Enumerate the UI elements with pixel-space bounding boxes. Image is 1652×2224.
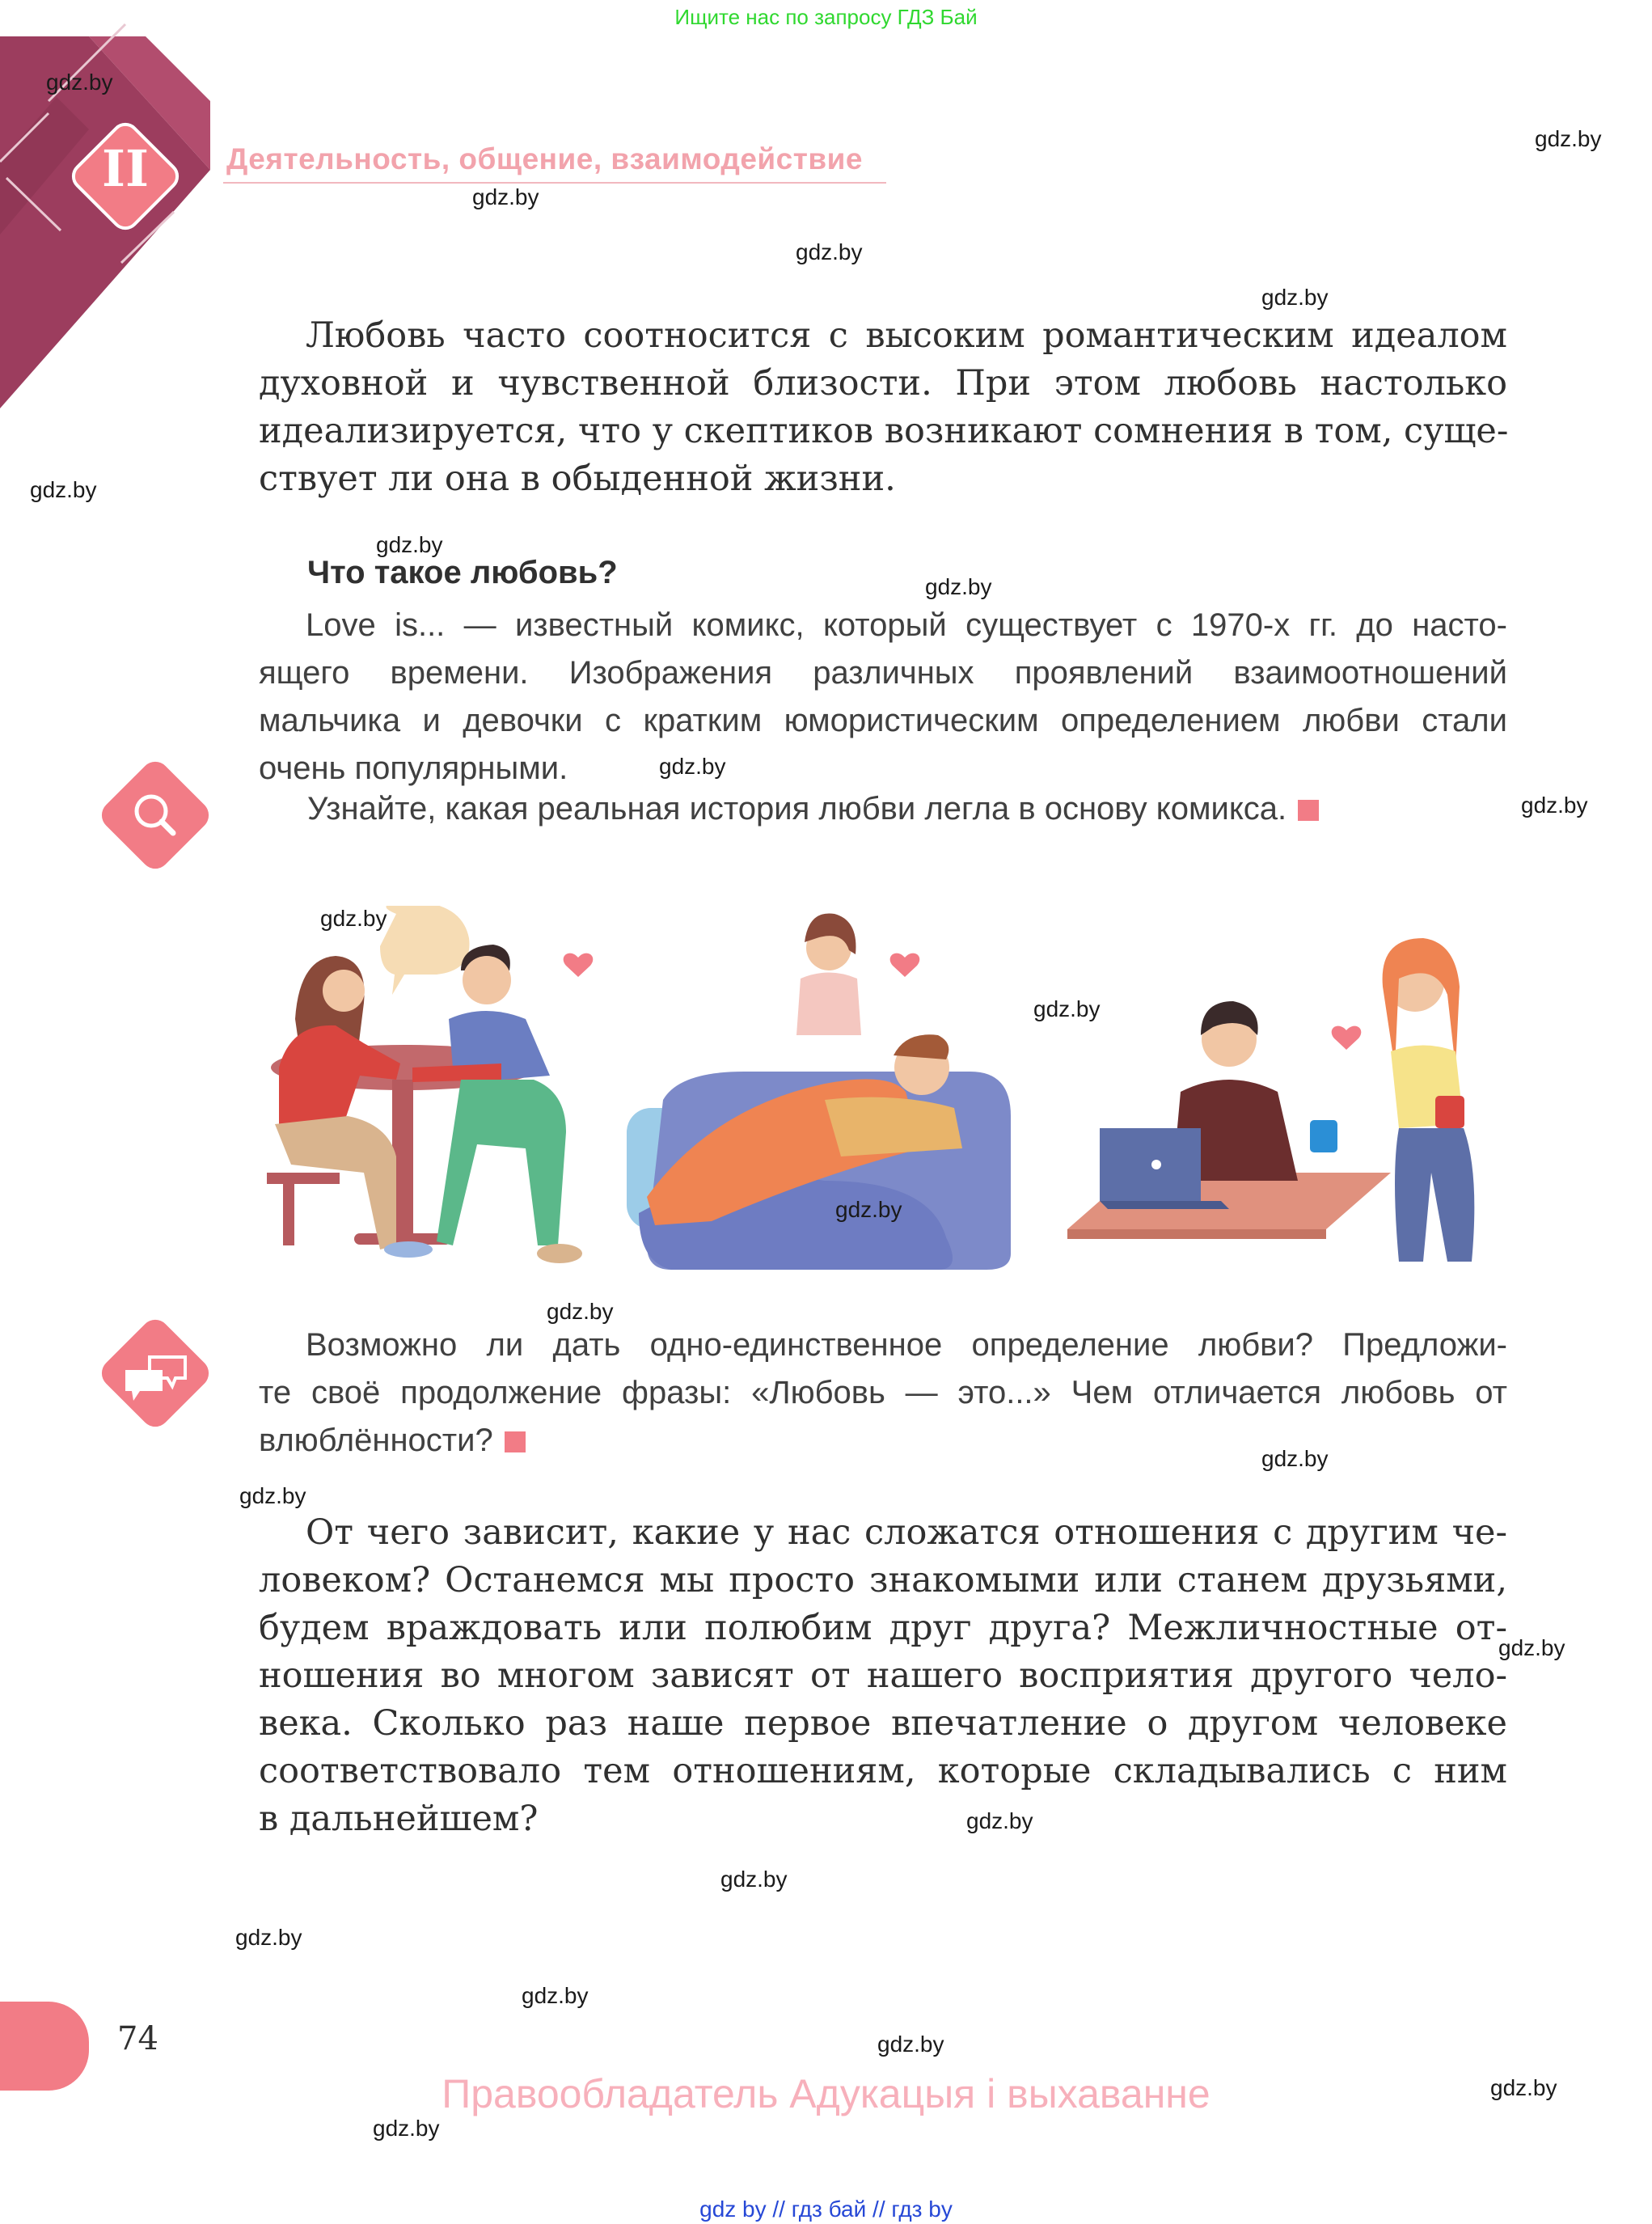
watermark: gdz.by (1521, 793, 1588, 818)
discussion-paragraph (259, 1321, 1507, 1465)
watermark: gdz.by (235, 1925, 302, 1950)
watermark: gdz.by (320, 906, 387, 931)
body-line: очень популярными. (259, 750, 568, 786)
intro-paragraph (259, 312, 1507, 503)
copyright-footer: Правообладатель Адукацыя і выхаванне (442, 2071, 1210, 2116)
watermark: gdz.by (46, 70, 113, 95)
watermark: gdz.by (877, 2032, 944, 2057)
chapter-number: II (101, 139, 149, 198)
end-marker (1298, 800, 1319, 821)
watermark: gdz.by (659, 754, 726, 779)
watermark: gdz.by (239, 1483, 306, 1508)
watermark: gdz.by (547, 1299, 614, 1324)
closing-line: в дальнейшем? (259, 1799, 539, 1839)
section-body (259, 602, 1507, 793)
intro-line: идеализируется, что у скептиков возникают сомнения в том, суще- (259, 411, 1509, 451)
closing-line: От чего зависит, какие у нас сложатся отношения с другим че- (306, 1512, 1507, 1553)
watermark: gdz.by (966, 1808, 1033, 1833)
watermark: gdz.by (835, 1197, 902, 1222)
watermark: gdz.by (1535, 126, 1602, 151)
coffee-and-laptop-illustration (1067, 938, 1474, 1262)
closing-line: ношения во многом зависят от нашего восприятия другого чело- (259, 1655, 1507, 1696)
discussion-last-text: влюблённости? (259, 1423, 493, 1458)
watermark: gdz.by (1498, 1635, 1565, 1660)
search-task-text: Узнайте, какая реальная история любви легла в основу комикса. (307, 791, 1287, 827)
chapter-title: Деятельность, общение, взаимодействие (226, 142, 863, 175)
couple-on-sofa-illustration (627, 913, 1011, 1270)
closing-line: века. Сколько раз наше первое впечатление о другом человеке (259, 1703, 1507, 1744)
watermark: gdz.by (1033, 996, 1101, 1021)
magnifier-icon (121, 781, 189, 849)
body-line: мальчика и девочки с кратким юмористическим определением любви стали (259, 703, 1507, 738)
watermark: gdz.by (1261, 1446, 1329, 1471)
body-line: Love is... — известный комикс, который существует с 1970-х гг. до насто- (306, 607, 1507, 643)
bottom-links[interactable]: gdz by // гдз бай // гдз by (699, 2197, 953, 2222)
watermark: gdz.by (796, 239, 863, 264)
end-marker (505, 1431, 526, 1452)
intro-line: ствует ли она в обыденной жизни. (259, 459, 896, 499)
search-task (307, 791, 1319, 827)
watermark: gdz.by (30, 477, 97, 502)
watermark: gdz.by (376, 532, 443, 557)
section-heading: Что такое любовь? (307, 555, 618, 590)
closing-line: соответствовало тем отношениям, которые складывались с ним (259, 1751, 1507, 1791)
page-number: 74 (117, 2020, 158, 2057)
watermark: gdz.by (522, 1983, 589, 2008)
watermark: gdz.by (472, 184, 539, 209)
couple-at-table-illustration (267, 906, 593, 1263)
closing-line: будем враждовать или полюбим друг друга? Межличностные от- (259, 1608, 1507, 1648)
intro-line: Любовь часто соотносится с высоким романтическим идеалом (306, 315, 1507, 356)
discussion-line: Возможно ли дать одно-единственное определение любви? Предложи- (306, 1327, 1507, 1363)
watermark: gdz.by (1490, 2075, 1557, 2100)
body-line: ящего времени. Изображения различных проявлений взаимоотношений (259, 655, 1507, 691)
top-banner[interactable]: Ищите нас по запросу ГДЗ Бай (674, 5, 978, 29)
watermark: gdz.by (1261, 285, 1329, 310)
intro-line: духовной и чувственной близости. При этом любовь настолько (259, 363, 1507, 404)
chapter-title-underline (223, 182, 886, 184)
watermark: gdz.by (373, 2116, 440, 2141)
closing-line: ловеком? Останемся мы просто знакомыми или станем друзьями, (259, 1560, 1507, 1600)
closing-paragraph (259, 1509, 1507, 1843)
watermark: gdz.by (925, 574, 992, 599)
watermark: gdz.by (720, 1867, 788, 1892)
discussion-line: те своё продолжение фразы: «Любовь — это...» Чем отличается любовь от (259, 1375, 1507, 1410)
speech-bubbles-icon (117, 1341, 195, 1410)
